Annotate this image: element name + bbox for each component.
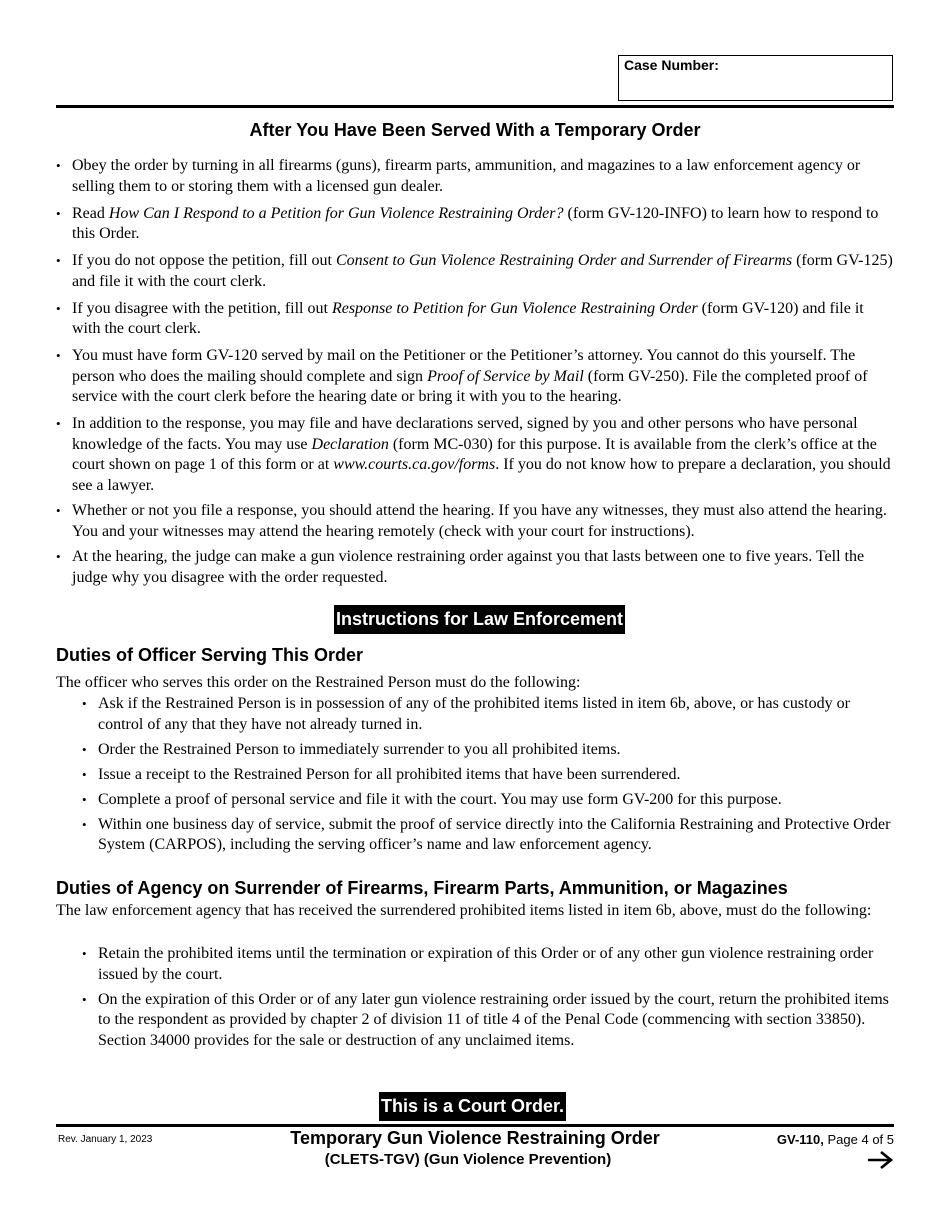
officer-duty-item: • Issue a receipt to the Restrained Person for all prohibited items that have been surrendered. (82, 765, 892, 786)
agency-duties-heading: Duties of Agency on Surrender of Firearms, Firearm Parts, Ammunition, or Magazines (56, 878, 788, 898)
form-name-italic: www.courts.ca.gov/forms (333, 456, 496, 473)
form-code: GV-110, (776, 1132, 824, 1147)
served-instruction-item (56, 346, 896, 408)
top-divider (56, 105, 894, 108)
case-number-label: Case Number: (624, 57, 719, 73)
instruction-text: If you do not oppose the petition, fill out (72, 252, 336, 269)
law-enforcement-banner: Instructions for Law Enforcement (334, 605, 625, 634)
form-name-italic: Declaration (311, 435, 389, 453)
instruction-text: (form MC-030) for this purpose. It is available from the clerk’s office at the court shown on page 1 of this form or at (72, 435, 877, 473)
instruction-text: (form GV-125) and file it with the court clerk. (72, 252, 893, 290)
page-number: Page 4 of 5 (827, 1132, 894, 1147)
officer-duty-item: • Within one business day of service, submit the proof of service directly into the California Restraining and Protective Order System (CARPOS), including the serving officer’s name and law enforcement agency. (82, 815, 892, 856)
served-instruction-item (56, 299, 896, 340)
form-name-italic: Response to Petition for Gun Violence Restraining Order (331, 299, 698, 317)
served-instruction-item (56, 204, 896, 245)
served-instructions-list (56, 156, 896, 595)
officer-duty-item: • Ask if the Restrained Person is in possession of any of the prohibited items listed in item 6b, above, or has custody or control of any that they have not already turned in. (82, 694, 892, 735)
form-title: Temporary Gun Violence Restraining Order (290, 1128, 660, 1148)
officer-duty-item: • Complete a proof of personal service and file it with the court. You may use form GV-200 for this purpose. (82, 790, 892, 811)
agency-duty-item: • On the expiration of this Order or of any later gun violence restraining order issued by the court, return the prohibited items to the respondent as provided by chapter 2 of division 11 of title 4 of the Penal Code (commencing with section 33850). Section 34000 provides for the sale or destruction of any unclaimed items. (82, 990, 892, 1052)
served-heading: After You Have Been Served With a Temporary Order (249, 120, 701, 140)
instruction-text: (form GV-120) and file it with the court clerk. (72, 299, 864, 337)
case-number-box[interactable] (618, 55, 893, 101)
served-instruction-item (56, 547, 896, 588)
served-instruction-item (56, 501, 896, 542)
instruction-text: In addition to the response, you may file and have declarations served, signed by you and other persons who have personal knowledge of the facts. You may use (72, 415, 858, 453)
instruction-text: Whether or not you file a response, you should attend the hearing. If you have any witnesses, they must also attend the hearing. You and your witnesses may attend the hearing remotely (check with your court for instructions). (72, 502, 887, 540)
served-instruction-item (56, 251, 896, 292)
officer-duties-heading: Duties of Officer Serving This Order (56, 645, 364, 665)
form-name-italic: Proof of Service by Mail (427, 367, 584, 385)
arrow-right-icon[interactable] (866, 1149, 894, 1171)
officer-duty-item: • Order the Restrained Person to immediately surrender to you all prohibited items. (82, 740, 892, 761)
agency-duties-intro: The law enforcement agency that has received the surrendered prohibited items listed in item 6b, above, must do the following: (56, 902, 872, 919)
form-name-italic: How Can I Respond to a Petition for Gun Violence Restraining Order? (108, 204, 564, 222)
instruction-text: (form GV-120-INFO) to learn how to respond to this Order. (72, 204, 879, 242)
instruction-text: If you disagree with the petition, fill out (72, 299, 332, 317)
revision-date: Rev. January 1, 2023 (58, 1134, 153, 1145)
bottom-divider (56, 1124, 894, 1127)
instruction-text: At the hearing, the judge can make a gun violence restraining order against you that lasts between one to five years. Tell the judge why you disagree with the order requested. (72, 548, 865, 586)
form-subtitle: (CLETS-TGV) (Gun Violence Prevention) (324, 1151, 612, 1168)
page-indicator (777, 1132, 894, 1147)
served-instruction-item (56, 414, 896, 496)
instruction-text: . If you do not know how to prepare a declaration, you should see a lawyer. (72, 456, 891, 494)
agency-duty-item: • Retain the prohibited items until the termination or expiration of this Order or of any other gun violence restraining order issued by the court. (82, 944, 892, 985)
instruction-text: Obey the order by turning in all firearms (guns), firearm parts, ammunition, and magazines to a law enforcement agency or selling them to or storing them with a licensed gun dealer. (72, 157, 861, 195)
officer-duties-intro: The officer who serves this order on the Restrained Person must do the following: (56, 674, 581, 691)
agency-duties-list (82, 944, 892, 1056)
form-name-italic: Consent to Gun Violence Restraining Order and Surrender of Firearms (335, 252, 793, 269)
instruction-text: You must have form GV-120 served by mail on the Petitioner or the Petitioner’s attorney. You cannot do this yourself. The person who does the mailing should complete and sign (72, 347, 856, 385)
served-instruction-item (56, 156, 896, 197)
instruction-text: Read (72, 204, 109, 222)
court-order-banner: This is a Court Order. (379, 1092, 566, 1121)
instruction-text: (form GV-250). File the completed proof of service with the court clerk before the hearing date or bring it with you to the hearing. (72, 367, 868, 405)
officer-duties-list (82, 694, 892, 860)
